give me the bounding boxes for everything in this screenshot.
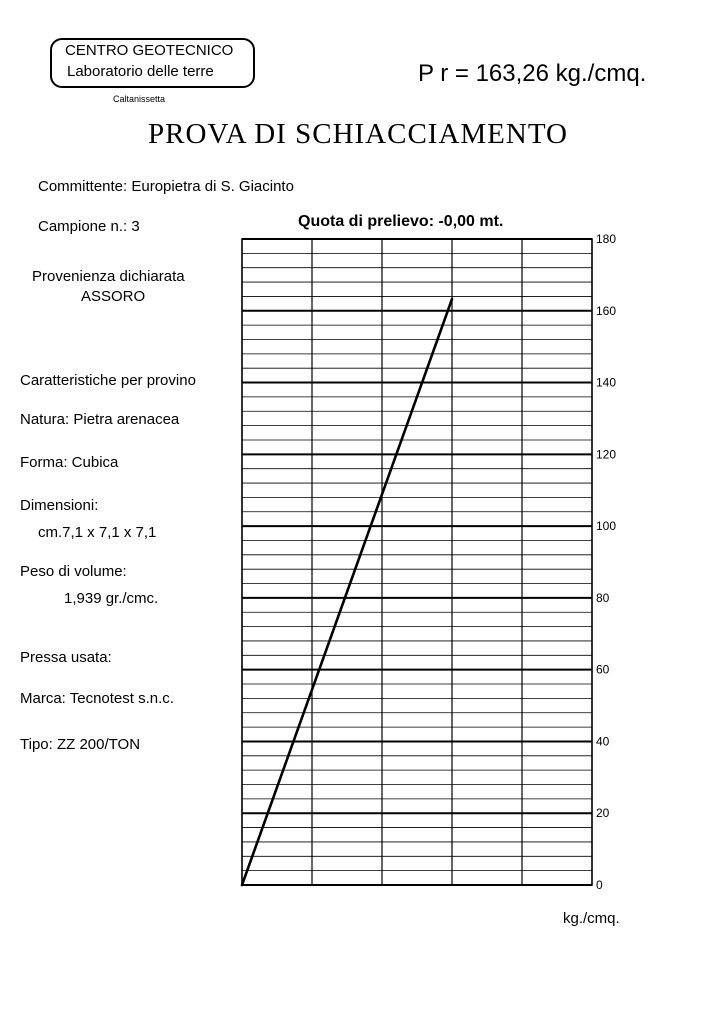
dimensioni-value: cm.7,1 x 7,1 x 7,1	[38, 524, 157, 541]
peso-label: Peso di volume:	[20, 563, 127, 580]
committente: Committente: Europietra di S. Giacinto	[38, 178, 294, 195]
pr-value: P r = 163,26 kg./cmq.	[418, 60, 647, 87]
forma: Forma: Cubica	[20, 454, 119, 471]
campione: Campione n.: 3	[38, 218, 140, 235]
y-tick-label: 180	[596, 232, 617, 246]
logo-line-2: Laboratorio delle terre	[67, 63, 214, 80]
y-tick-label: 0	[596, 878, 603, 892]
dimensioni-label: Dimensioni:	[20, 497, 99, 514]
caratteristiche: Caratteristiche per provino	[20, 372, 196, 389]
y-tick-label: 160	[596, 303, 617, 318]
logo-line-1: CENTRO GEOTECNICO	[65, 42, 234, 59]
natura: Natura: Pietra arenacea	[20, 411, 180, 428]
y-tick-label: 120	[596, 447, 617, 462]
peso-value: 1,939 gr./cmc.	[64, 590, 159, 607]
y-tick-label: 20	[596, 806, 610, 821]
chart-title: Quota di prelievo: -0,00 mt.	[298, 213, 504, 230]
page-title: PROVA DI SCHIACCIAMENTO	[148, 118, 568, 150]
provenienza-label: Provenienza dichiarata	[32, 268, 185, 285]
logo-city: Caltanissetta	[113, 94, 166, 104]
y-tick-label: 60	[596, 662, 610, 677]
plot-border	[242, 239, 592, 885]
provenienza-value: ASSORO	[81, 288, 146, 305]
tipo: Tipo: ZZ 200/TON	[20, 736, 141, 753]
marca: Marca: Tecnotest s.n.c.	[20, 690, 174, 707]
y-tick-label: 80	[596, 590, 610, 605]
y-tick-label: 40	[596, 734, 610, 749]
y-tick-label: 140	[596, 375, 617, 390]
series-line	[242, 299, 452, 885]
pressa: Pressa usata:	[20, 649, 112, 666]
y-axis-unit: kg./cmq.	[563, 910, 620, 927]
y-tick-label: 100	[596, 519, 617, 534]
